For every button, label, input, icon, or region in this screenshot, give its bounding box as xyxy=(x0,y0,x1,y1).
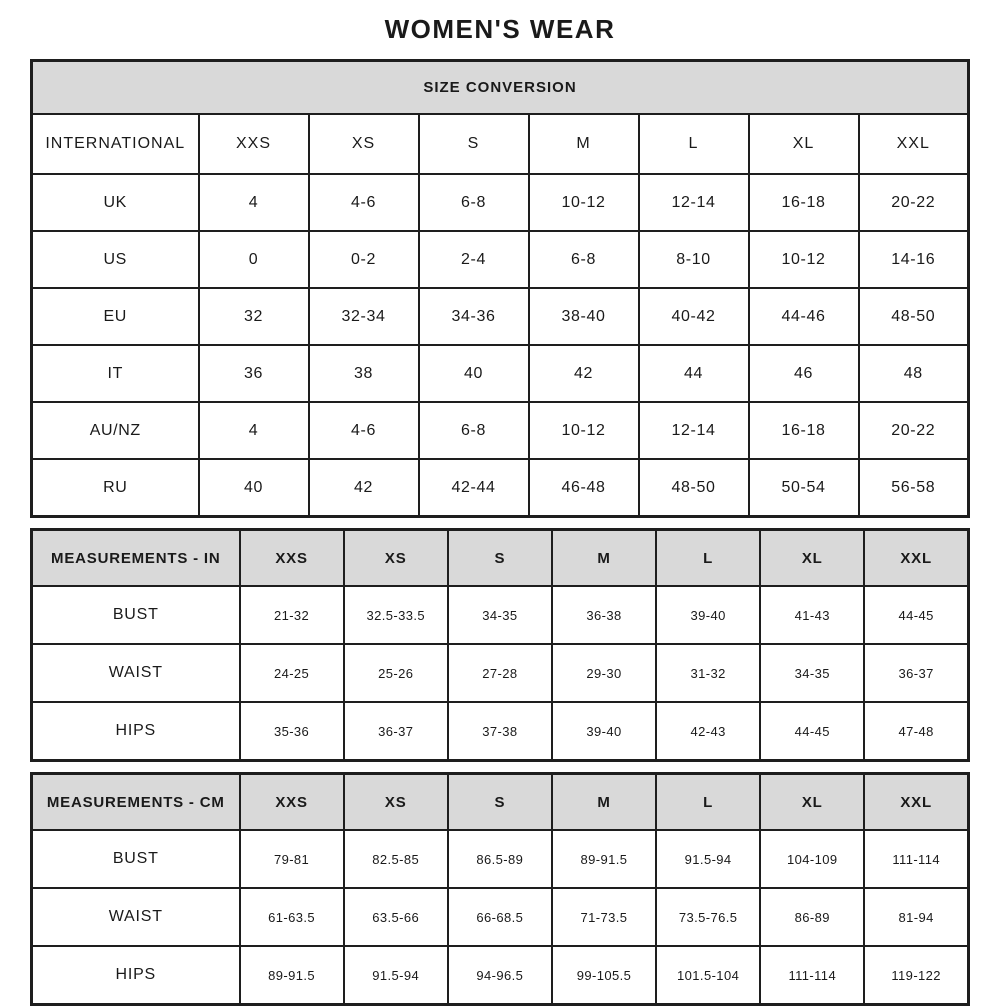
column-header: M xyxy=(529,114,639,174)
cell: 71-73.5 xyxy=(552,888,656,946)
column-header: XS xyxy=(344,774,448,831)
cell: 89-91.5 xyxy=(240,946,344,1005)
table-row-bust-cm xyxy=(32,830,969,888)
cell: 66-68.5 xyxy=(448,888,552,946)
row-label: HIPS xyxy=(32,702,240,761)
column-header: XL xyxy=(760,774,864,831)
cell: 14-16 xyxy=(859,231,969,288)
measurements-cm-title: MEASUREMENTS - CM xyxy=(32,774,240,831)
cell: 41-43 xyxy=(760,586,864,644)
cell: 27-28 xyxy=(448,644,552,702)
table-row-hips-in xyxy=(32,702,969,761)
cell: 111-114 xyxy=(760,946,864,1005)
cell: 34-36 xyxy=(419,288,529,345)
column-header: XXL xyxy=(864,530,968,587)
column-header: L xyxy=(639,114,749,174)
row-label: WAIST xyxy=(32,888,240,946)
cell: 32-34 xyxy=(309,288,419,345)
column-header: M xyxy=(552,530,656,587)
column-header: XXS xyxy=(240,530,344,587)
table-row-ru xyxy=(32,459,969,517)
row-label: IT xyxy=(32,345,199,402)
cell: 8-10 xyxy=(639,231,749,288)
cell: 32 xyxy=(199,288,309,345)
cell: 4 xyxy=(199,402,309,459)
cell: 10-12 xyxy=(529,402,639,459)
cell: 40-42 xyxy=(639,288,749,345)
cell: 6-8 xyxy=(419,402,529,459)
column-header: M xyxy=(552,774,656,831)
cell: 31-32 xyxy=(656,644,760,702)
row-label: US xyxy=(32,231,199,288)
table-row-waist-in xyxy=(32,644,969,702)
cell: 89-91.5 xyxy=(552,830,656,888)
cell: 42 xyxy=(309,459,419,517)
cell: 34-35 xyxy=(760,644,864,702)
cell: 86.5-89 xyxy=(448,830,552,888)
column-header: XL xyxy=(760,530,864,587)
cell: 46 xyxy=(749,345,859,402)
size-conversion-table xyxy=(30,59,970,518)
cell: 16-18 xyxy=(749,174,859,231)
column-header: S xyxy=(419,114,529,174)
cell: 34-35 xyxy=(448,586,552,644)
cell: 82.5-85 xyxy=(344,830,448,888)
cell: 44 xyxy=(639,345,749,402)
cell: 56-58 xyxy=(859,459,969,517)
cell: 44-45 xyxy=(864,586,968,644)
measurements-cm-table xyxy=(30,772,970,1006)
cell: 99-105.5 xyxy=(552,946,656,1005)
column-header: L xyxy=(656,530,760,587)
row-label: AU/NZ xyxy=(32,402,199,459)
row-label: BUST xyxy=(32,830,240,888)
cell: 38-40 xyxy=(529,288,639,345)
cell: 44-46 xyxy=(749,288,859,345)
cell: 91.5-94 xyxy=(656,830,760,888)
cell: 39-40 xyxy=(552,702,656,761)
cell: 4 xyxy=(199,174,309,231)
cell: 24-25 xyxy=(240,644,344,702)
cell: 16-18 xyxy=(749,402,859,459)
column-header: XXS xyxy=(199,114,309,174)
cell: 48-50 xyxy=(859,288,969,345)
cell: 40 xyxy=(199,459,309,517)
cell: 101.5-104 xyxy=(656,946,760,1005)
cell: 35-36 xyxy=(240,702,344,761)
row-label: RU xyxy=(32,459,199,517)
cell: 36-37 xyxy=(864,644,968,702)
cell: 79-81 xyxy=(240,830,344,888)
cell: 46-48 xyxy=(529,459,639,517)
cell: 50-54 xyxy=(749,459,859,517)
row-label: WAIST xyxy=(32,644,240,702)
row-label: BUST xyxy=(32,586,240,644)
cell: 6-8 xyxy=(529,231,639,288)
cell: 4-6 xyxy=(309,174,419,231)
cell: 38 xyxy=(309,345,419,402)
cell: 4-6 xyxy=(309,402,419,459)
column-header: XS xyxy=(344,530,448,587)
column-header: S xyxy=(448,530,552,587)
size-conversion-columns-row xyxy=(32,114,969,174)
column-header: L xyxy=(656,774,760,831)
cell: 104-109 xyxy=(760,830,864,888)
row-label: EU xyxy=(32,288,199,345)
cell: 37-38 xyxy=(448,702,552,761)
column-header: XXL xyxy=(864,774,968,831)
table-row-us xyxy=(32,231,969,288)
table-row-bust-in xyxy=(32,586,969,644)
cell: 40 xyxy=(419,345,529,402)
row-label: HIPS xyxy=(32,946,240,1005)
cell: 48 xyxy=(859,345,969,402)
column-header: XL xyxy=(749,114,859,174)
page-title: WOMEN'S WEAR xyxy=(384,14,616,44)
table-row-aunz xyxy=(32,402,969,459)
measurements-cm-header-row xyxy=(32,774,969,831)
cell: 111-114 xyxy=(864,830,968,888)
table-row-waist-cm xyxy=(32,888,969,946)
measurements-in-header-row xyxy=(32,530,969,587)
measurements-in-table xyxy=(30,528,970,762)
cell: 25-26 xyxy=(344,644,448,702)
cell: 21-32 xyxy=(240,586,344,644)
cell: 36-37 xyxy=(344,702,448,761)
column-header: XXL xyxy=(859,114,969,174)
cell: 0-2 xyxy=(309,231,419,288)
cell: 73.5-76.5 xyxy=(656,888,760,946)
cell: 63.5-66 xyxy=(344,888,448,946)
column-header: XS xyxy=(309,114,419,174)
cell: 42-44 xyxy=(419,459,529,517)
cell: 36 xyxy=(199,345,309,402)
table-row-eu xyxy=(32,288,969,345)
cell: 61-63.5 xyxy=(240,888,344,946)
cell: 2-4 xyxy=(419,231,529,288)
column-header: XXS xyxy=(240,774,344,831)
cell: 6-8 xyxy=(419,174,529,231)
cell: 39-40 xyxy=(656,586,760,644)
cell: 42 xyxy=(529,345,639,402)
cell: 94-96.5 xyxy=(448,946,552,1005)
column-header: S xyxy=(448,774,552,831)
cell: 12-14 xyxy=(639,174,749,231)
cell: 36-38 xyxy=(552,586,656,644)
size-conversion-header-row xyxy=(32,61,969,115)
cell: 32.5-33.5 xyxy=(344,586,448,644)
cell: 29-30 xyxy=(552,644,656,702)
row-label: UK xyxy=(32,174,199,231)
size-conversion-title: SIZE CONVERSION xyxy=(32,61,969,115)
cell: 119-122 xyxy=(864,946,968,1005)
cell: 44-45 xyxy=(760,702,864,761)
cell: 48-50 xyxy=(639,459,749,517)
cell: 10-12 xyxy=(529,174,639,231)
cell: 20-22 xyxy=(859,174,969,231)
table-row-uk xyxy=(32,174,969,231)
cell: 86-89 xyxy=(760,888,864,946)
column-header: INTERNATIONAL xyxy=(32,114,199,174)
table-row-it xyxy=(32,345,969,402)
cell: 42-43 xyxy=(656,702,760,761)
cell: 20-22 xyxy=(859,402,969,459)
cell: 91.5-94 xyxy=(344,946,448,1005)
table-row-hips-cm xyxy=(32,946,969,1005)
measurements-in-title: MEASUREMENTS - IN xyxy=(32,530,240,587)
cell: 10-12 xyxy=(749,231,859,288)
cell: 12-14 xyxy=(639,402,749,459)
cell: 81-94 xyxy=(864,888,968,946)
cell: 47-48 xyxy=(864,702,968,761)
cell: 0 xyxy=(199,231,309,288)
